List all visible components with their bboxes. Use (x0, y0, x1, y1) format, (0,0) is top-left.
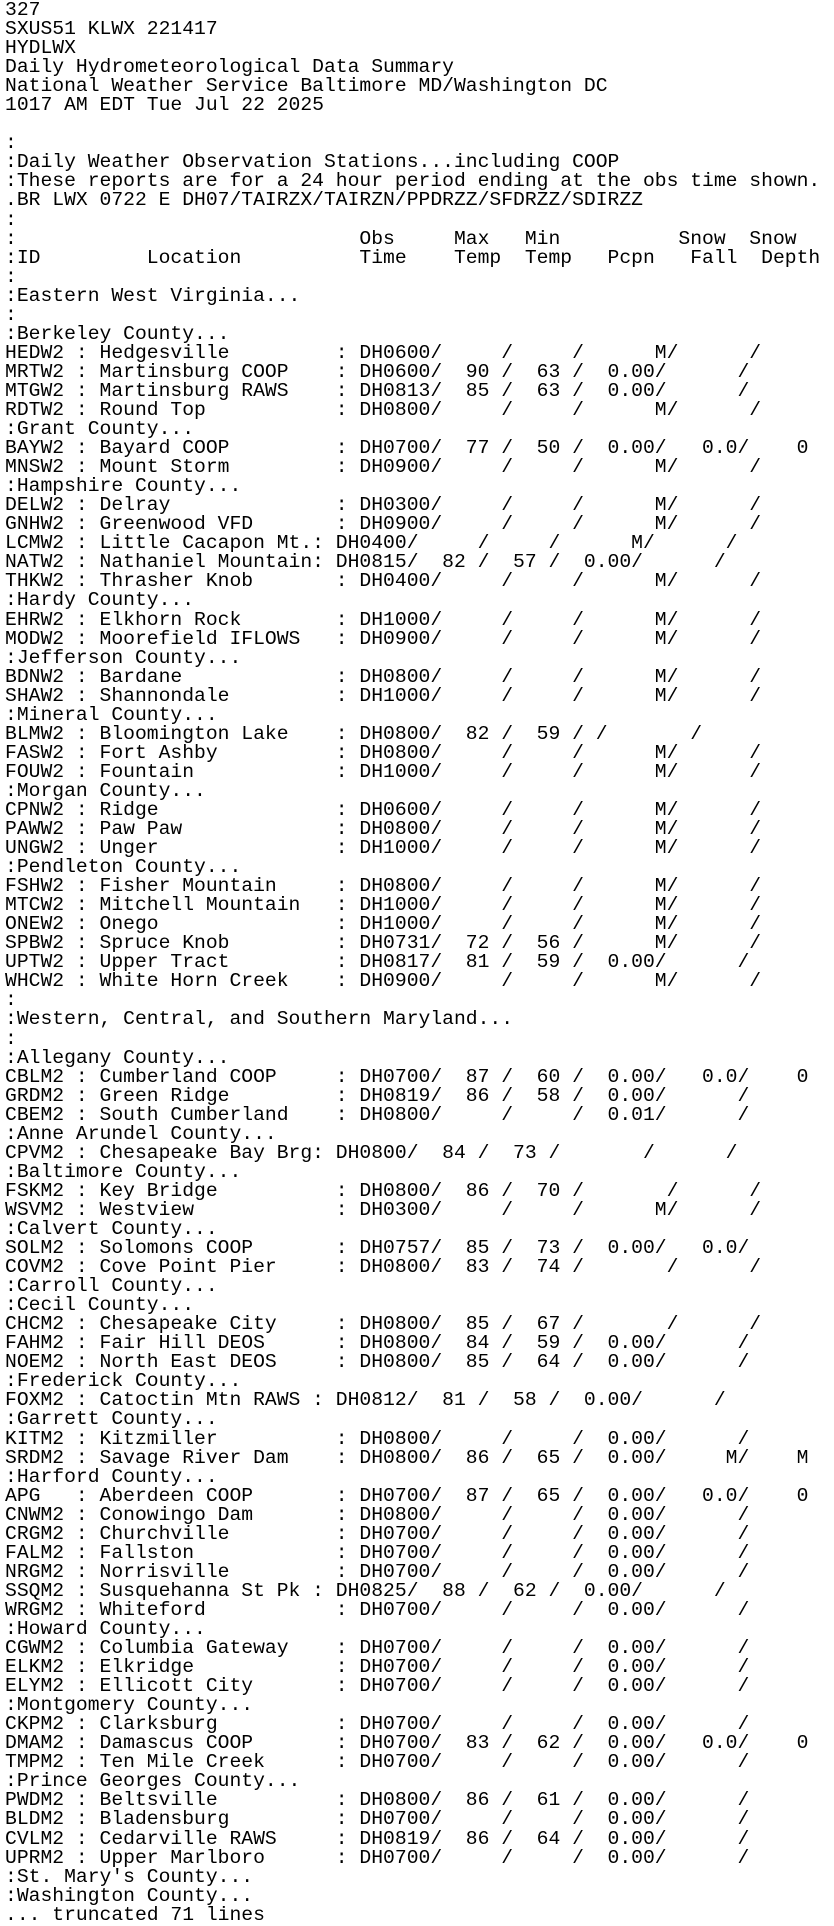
report-line: :Daily Weather Observation Stations...including COOP (5, 151, 620, 174)
report-line: Daily Hydrometeorological Data Summary (5, 56, 454, 79)
report-line: HYDLWX (5, 37, 76, 60)
report-line: FSHW2 : Fisher Mountain : DH0800/ / / M/ / (5, 875, 762, 898)
report-line: CPVM2 : Chesapeake Bay Brg: DH0800/ 84 / 73 / / / (5, 1141, 738, 1164)
report-line: :Allegany County... (5, 1046, 230, 1069)
report-line: : (5, 132, 17, 155)
report-line: MRTW2 : Martinsburg COOP : DH0600/ 90 / 63 / 0.00/ / (5, 360, 750, 383)
report-line: HEDW2 : Hedgesville : DH0600/ / / M/ / (5, 341, 762, 364)
report-line: :Frederick County... (5, 1370, 242, 1393)
report-line: GNHW2 : Greenwood VFD : DH0900/ / / M/ / (5, 513, 762, 536)
report-line: UPTW2 : Upper Tract : DH0817/ 81 / 59 / 0.00/ / (5, 951, 750, 974)
report-line: FOXM2 : Catoctin Mtn RAWS : DH0812/ 81 / 58 / 0.00/ / (5, 1389, 726, 1412)
report-line: FAHM2 : Fair Hill DEOS : DH0800/ 84 / 59 / 0.00/ / (5, 1332, 750, 1355)
report-line: SPBW2 : Spruce Knob : DH0731/ 72 / 56 / M/ / (5, 932, 762, 955)
report-line: :Hardy County... (5, 589, 195, 612)
report-line: CKPM2 : Clarksburg : DH0700/ / / 0.00/ / (5, 1713, 750, 1736)
report-line: :Grant County... (5, 418, 195, 441)
report-line: :These reports are for a 24 hour period ending at the obs time shown. (5, 170, 821, 193)
report-line: UNGW2 : Unger : DH1000/ / / M/ / (5, 837, 762, 860)
report-line: : (5, 989, 17, 1012)
report-line: :Howard County... (5, 1617, 206, 1640)
hydromet-report-text (0, 1, 820, 1925)
report-line: CRGM2 : Churchville : DH0700/ / / 0.00/ / (5, 1522, 750, 1545)
report-line: CHCM2 : Chesapeake City : DH0800/ 85 / 67 / / / (5, 1313, 762, 1336)
report-line: : (5, 265, 17, 288)
report-line: :Morgan County... (5, 779, 206, 802)
report-line: NOEM2 : North East DEOS : DH0800/ 85 / 64 / 0.00/ / (5, 1351, 750, 1374)
report-line: BAYW2 : Bayard COOP : DH0700/ 77 / 50 / 0.00/ 0.0/ 0 (5, 437, 809, 460)
report-line: 1017 AM EDT Tue Jul 22 2025 (5, 94, 324, 117)
report-line: :Baltimore County... (5, 1160, 242, 1183)
report-line: CGWM2 : Columbia Gateway : DH0700/ / / 0.00/ / (5, 1637, 750, 1660)
report-line: WRGM2 : Whiteford : DH0700/ / / 0.00/ / (5, 1598, 750, 1621)
report-line: MTGW2 : Martinsburg RAWS : DH0813/ 85 / 63 / 0.00/ / (5, 379, 750, 402)
report-line: CPNW2 : Ridge : DH0600/ / / M/ / (5, 798, 762, 821)
report-line: 327 (5, 0, 41, 21)
report-line: PAWW2 : Paw Paw : DH0800/ / / M/ / (5, 818, 762, 841)
report-line: : (5, 1027, 17, 1050)
report-line (5, 115, 820, 134)
report-line: CVLM2 : Cedarville RAWS : DH0819/ 86 / 64 / 0.00/ / (5, 1827, 750, 1850)
report-line: :Prince Georges County... (5, 1770, 301, 1793)
report-line: NRGM2 : Norrisville : DH0700/ / / 0.00/ / (5, 1560, 750, 1583)
report-line: ONEW2 : Onego : DH1000/ / / M/ / (5, 913, 762, 936)
report-line: National Weather Service Baltimore MD/Washington DC (5, 75, 608, 98)
report-line: :Eastern West Virginia... (5, 284, 301, 307)
report-line: :Hampshire County... (5, 475, 242, 498)
report-line: CBLM2 : Cumberland COOP : DH0700/ 87 / 60 / 0.00/ 0.0/ 0 (5, 1065, 809, 1088)
report-line: :Berkeley County... (5, 322, 230, 345)
report-line: LCMW2 : Little Cacapon Mt.: DH0400/ / / M/ / (5, 532, 738, 555)
report-line: :Pendleton County... (5, 856, 242, 879)
report-line: FALM2 : Fallston : DH0700/ / / 0.00/ / (5, 1541, 750, 1564)
report-line: CNWM2 : Conowingo Dam : DH0800/ / / 0.00/ / (5, 1503, 750, 1526)
report-line: MTCW2 : Mitchell Mountain : DH1000/ / / M/ / (5, 894, 762, 917)
report-line: FOUW2 : Fountain : DH1000/ / / M/ / (5, 760, 762, 783)
report-line: :Calvert County... (5, 1218, 218, 1240)
report-line: SRDM2 : Savage River Dam : DH0800/ 86 / 65 / 0.00/ M/ M (5, 1446, 809, 1469)
report-line: SSQM2 : Susquehanna St Pk : DH0825/ 88 / 62 / 0.00/ / (5, 1579, 726, 1602)
report-line: :Cecil County... (5, 1294, 195, 1317)
report-line: :St. Mary's County... (5, 1865, 254, 1888)
report-line: CBEM2 : South Cumberland : DH0800/ / / 0.01/ / (5, 1103, 750, 1126)
report-line: MNSW2 : Mount Storm : DH0900/ / / M/ / (5, 456, 762, 479)
report-line: :Garrett County... (5, 1408, 218, 1431)
report-line: NATW2 : Nathaniel Mountain: DH0815/ 82 / 57 / 0.00/ / (5, 551, 726, 574)
report-line: UPRM2 : Upper Marlboro : DH0700/ / / 0.00/ / (5, 1846, 750, 1869)
report-line: :Jefferson County... (5, 646, 242, 669)
report-line: MODW2 : Moorefield IFLOWS : DH0900/ / / M/ / (5, 627, 762, 650)
report-line: :Mineral County... (5, 703, 218, 726)
report-line: BLDM2 : Bladensburg : DH0700/ / / 0.00/ / (5, 1808, 750, 1831)
report-line: :Western, Central, and Southern Maryland... (5, 1008, 514, 1031)
report-line: SXUS51 KLWX 221417 (5, 18, 218, 41)
report-line: WHCW2 : White Horn Creek : DH0900/ / / M/ / (5, 970, 762, 993)
report-line: SOLM2 : Solomons COOP : DH0757/ 85 / 73 / 0.00/ 0.0/ (5, 1237, 750, 1260)
report-line: GRDM2 : Green Ridge : DH0819/ 86 / 58 / 0.00/ / (5, 1084, 750, 1107)
report-line: : (5, 208, 17, 231)
report-line: ELKM2 : Elkridge : DH0700/ / / 0.00/ / (5, 1656, 750, 1679)
report-line: EHRW2 : Elkhorn Rock : DH1000/ / / M/ / (5, 608, 762, 631)
report-line: :ID Location Time Temp Temp Pcpn Fall Depth (5, 246, 821, 269)
report-line: APG : Aberdeen COOP : DH0700/ 87 / 65 / 0.00/ 0.0/ 0 (5, 1484, 809, 1507)
report-line: BDNW2 : Bardane : DH0800/ / / M/ / (5, 665, 762, 688)
report-line: FSKM2 : Key Bridge : DH0800/ 86 / 70 / / / (5, 1179, 762, 1202)
report-line: : (5, 303, 17, 326)
report-line: :Washington County... (5, 1884, 254, 1907)
report-line: SHAW2 : Shannondale : DH1000/ / / M/ / (5, 684, 762, 707)
report-line: COVM2 : Cove Point Pier : DH0800/ 83 / 74 / / / (5, 1256, 762, 1279)
report-line: DMAM2 : Damascus COOP : DH0700/ 83 / 62 / 0.00/ 0.0/ 0 (5, 1732, 809, 1755)
report-line: ELYM2 : Ellicott City : DH0700/ / / 0.00/ / (5, 1675, 750, 1698)
report-line: BLMW2 : Bloomington Lake : DH0800/ 82 / 59 / / / (5, 722, 703, 745)
report-line: .BR LWX 0722 E DH07/TAIRZX/TAIRZN/PPDRZZ/SFDRZZ/SDIRZZ (5, 189, 643, 212)
report-line: WSVM2 : Westview : DH0300/ / / M/ / (5, 1198, 762, 1221)
report-line: :Anne Arundel County... (5, 1122, 277, 1145)
report-line: RDTW2 : Round Top : DH0800/ / / M/ / (5, 398, 762, 421)
report-line: KITM2 : Kitzmiller : DH0800/ / / 0.00/ / (5, 1427, 750, 1450)
report-line: THKW2 : Thrasher Knob : DH0400/ / / M/ / (5, 570, 762, 593)
report-line: :Carroll County... (5, 1275, 218, 1298)
report-line: FASW2 : Fort Ashby : DH0800/ / / M/ / (5, 741, 762, 764)
report-line: : Obs Max Min Snow Snow (5, 227, 797, 250)
report-line: :Harford County... (5, 1465, 218, 1488)
report-line: DELW2 : Delray : DH0300/ / / M/ / (5, 494, 762, 517)
report-line: :Montgomery County... (5, 1694, 254, 1717)
report-line: PWDM2 : Beltsville : DH0800/ 86 / 61 / 0.00/ / (5, 1789, 750, 1812)
report-line: TMPM2 : Ten Mile Creek : DH0700/ / / 0.00/ / (5, 1751, 750, 1774)
report-line: ... truncated 71 lines (5, 1903, 265, 1926)
